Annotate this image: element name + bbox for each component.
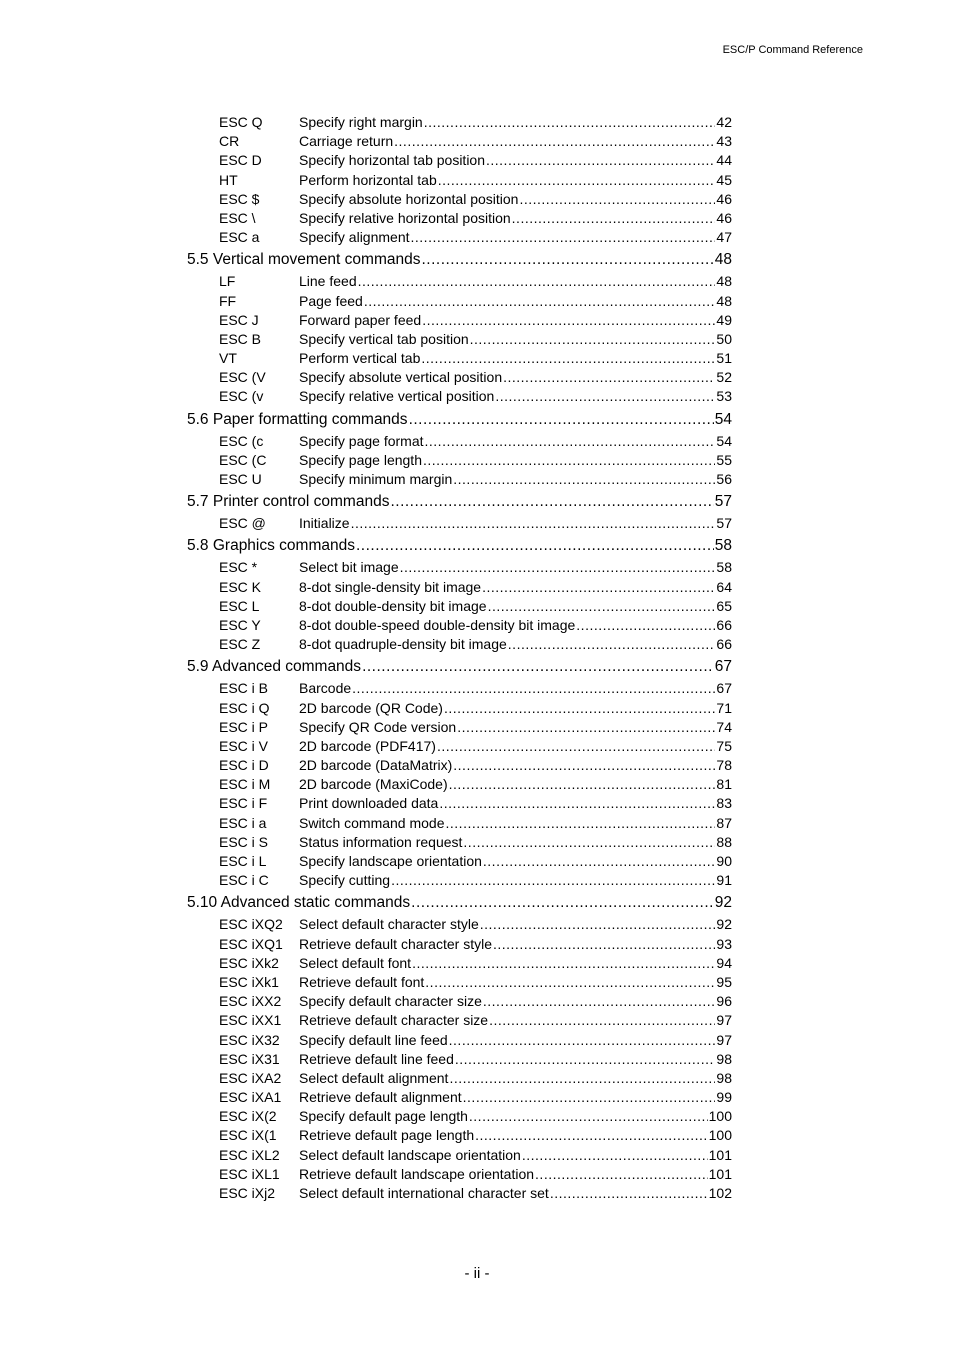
dot-leader	[508, 635, 716, 654]
entry-title: Specify right margin	[299, 114, 423, 130]
dot-leader	[482, 578, 715, 597]
entry-title: Page feed	[299, 292, 363, 309]
page-ref: 46	[716, 209, 732, 226]
toc-entry[interactable]	[187, 272, 732, 291]
entry-title: Select default international character set	[299, 1185, 549, 1201]
section-title: 5.6 Paper formatting commands	[187, 410, 408, 428]
dot-leader	[411, 228, 716, 247]
command-code: ESC iX(2	[219, 1108, 277, 1125]
toc-entry[interactable]	[187, 432, 732, 451]
dot-leader	[422, 311, 715, 330]
page-ref: 100	[708, 1127, 732, 1144]
toc-entry[interactable]	[187, 1088, 732, 1107]
toc-entry[interactable]	[187, 954, 732, 973]
dot-leader	[421, 349, 715, 368]
page-ref: 54	[716, 432, 732, 449]
toc-entry[interactable]	[187, 794, 732, 813]
page-ref: 47	[716, 229, 732, 246]
page-ref: 78	[716, 757, 732, 774]
page-ref: 93	[716, 935, 732, 952]
toc-section-heading[interactable]	[187, 408, 732, 432]
section-title: 5.10 Advanced static commands	[187, 894, 411, 912]
toc-entry[interactable]	[187, 190, 732, 209]
command-code: ESC iXj2	[219, 1185, 276, 1201]
toc-entry[interactable]	[187, 852, 732, 871]
entry-title: Specify QR Code version	[299, 718, 457, 735]
page-ref: 81	[716, 776, 732, 793]
toc-entry[interactable]	[187, 1031, 732, 1050]
dot-leader	[512, 209, 716, 228]
command-code: ESC i D	[219, 757, 269, 774]
entry-title: Specify landscape orientation	[299, 853, 482, 869]
toc-entry[interactable]	[187, 597, 732, 616]
page-ref: 102	[708, 1185, 732, 1201]
toc-entry[interactable]	[187, 330, 732, 349]
dot-leader	[438, 171, 716, 190]
entry-title: Specify vertical tab position	[299, 330, 469, 347]
toc-entry[interactable]	[187, 113, 732, 132]
dot-leader	[535, 1165, 708, 1184]
page-ref: 74	[716, 718, 732, 735]
command-code: VT	[219, 350, 237, 367]
toc-section-heading[interactable]	[187, 248, 732, 272]
dot-leader	[449, 775, 716, 794]
dot-leader	[495, 387, 715, 406]
dot-leader	[356, 534, 714, 558]
command-code: ESC *	[219, 559, 258, 576]
dot-leader	[486, 151, 715, 170]
entry-title: Specify page format	[299, 432, 424, 449]
page-ref: 97	[716, 1031, 732, 1048]
command-code: ESC i C	[219, 872, 269, 889]
toc-entry[interactable]	[187, 132, 732, 151]
command-code: ESC Z	[219, 636, 261, 653]
entry-title: Specify cutting	[299, 872, 391, 889]
toc-entry[interactable]	[187, 209, 732, 228]
entry-title: Perform vertical tab	[299, 350, 421, 367]
command-code: ESC Y	[219, 616, 261, 633]
command-code: ESC (v	[219, 388, 264, 405]
toc-entry[interactable]	[187, 1146, 732, 1165]
page-ref: 99	[716, 1089, 732, 1106]
entry-title: Retrieve default page length	[299, 1127, 475, 1144]
page-ref: 101	[708, 1165, 732, 1182]
entry-title: Retrieve default landscape orientation	[299, 1165, 535, 1182]
command-code: ESC i V	[219, 737, 269, 754]
dot-leader	[409, 408, 714, 432]
entry-title: Initialize	[299, 515, 350, 532]
toc-entry[interactable]	[187, 1184, 732, 1203]
dot-leader	[522, 1146, 708, 1165]
command-code: ESC (C	[219, 451, 267, 468]
entry-title: Select default alignment	[299, 1069, 449, 1086]
page-ref: 91	[716, 872, 732, 889]
entry-title: Forward paper feed	[299, 311, 422, 328]
command-code: ESC K	[219, 578, 262, 595]
entry-title: Specify alignment	[299, 229, 410, 246]
dot-leader	[439, 794, 715, 813]
dot-leader	[437, 737, 715, 756]
toc-section-heading[interactable]	[187, 534, 732, 558]
toc-entry[interactable]	[187, 349, 732, 368]
page-ref: 57	[714, 493, 732, 511]
entry-title: Specify default page length	[299, 1108, 468, 1125]
toc-entry[interactable]	[187, 387, 732, 406]
toc-entry[interactable]	[187, 368, 732, 387]
section-title: 5.5 Vertical movement commands	[187, 251, 421, 269]
command-code: ESC iXk1	[219, 973, 279, 990]
command-code: ESC iX32	[219, 1031, 280, 1048]
command-code: ESC (V	[219, 369, 266, 386]
dot-leader	[358, 272, 716, 291]
dot-leader	[411, 891, 714, 915]
entry-title: 8-dot double-speed double-density bit image	[299, 616, 576, 633]
command-code: ESC i L	[219, 853, 267, 869]
dot-leader	[444, 699, 715, 718]
dot-leader	[352, 679, 715, 698]
page-ref: 51	[716, 350, 732, 367]
entry-title: Retrieve default character style	[299, 935, 492, 952]
command-code: ESC i S	[219, 833, 269, 850]
entry-title: Specify relative vertical position	[299, 388, 495, 405]
dot-leader	[446, 814, 716, 833]
toc-entry[interactable]	[187, 470, 732, 489]
toc-entry[interactable]	[187, 814, 732, 833]
page-ref: 48	[716, 273, 732, 290]
page-ref: 66	[716, 636, 732, 653]
command-code: ESC iXX1	[219, 1012, 282, 1029]
page-ref: 67	[716, 680, 732, 697]
toc-entry[interactable]	[187, 775, 732, 794]
toc-entry[interactable]	[187, 635, 732, 654]
page-ref: 57	[716, 515, 732, 532]
page-ref: 90	[716, 853, 732, 869]
entry-title: Retrieve default line feed	[299, 1050, 454, 1067]
entry-title: Print downloaded data	[299, 795, 439, 812]
toc-entry[interactable]	[187, 1069, 732, 1088]
dot-leader	[550, 1184, 708, 1203]
dot-leader	[503, 368, 715, 387]
command-code: ESC (c	[219, 432, 264, 449]
page-ref: 100	[708, 1108, 732, 1125]
toc-entry[interactable]	[187, 992, 732, 1011]
command-code: ESC B	[219, 330, 262, 347]
entry-title: Status information request	[299, 833, 463, 850]
entry-title: Select bit image	[299, 559, 399, 576]
page-ref: 43	[716, 133, 732, 150]
command-code: ESC J	[219, 311, 259, 328]
entry-title: Specify absolute horizontal position	[299, 190, 519, 207]
entry-title: Specify absolute vertical position	[299, 369, 503, 386]
command-code: ESC \	[219, 209, 256, 226]
entry-title: Specify default line feed	[299, 1031, 448, 1048]
command-code: ESC L	[219, 597, 260, 614]
dot-leader	[488, 597, 716, 616]
entry-title: Barcode	[299, 680, 352, 697]
command-code: ESC iXL1	[219, 1165, 280, 1182]
dot-leader	[463, 1088, 716, 1107]
entry-title: Specify default character size	[299, 993, 482, 1010]
dot-leader	[453, 470, 715, 489]
toc-entry[interactable]	[187, 915, 732, 934]
dot-leader	[394, 132, 715, 151]
entry-title: 2D barcode (DataMatrix)	[299, 757, 453, 774]
dot-leader	[425, 432, 716, 451]
page-ref: 58	[714, 537, 732, 555]
toc-entry[interactable]	[187, 451, 732, 470]
entry-title: Specify relative horizontal position	[299, 209, 511, 226]
section-title: 5.9 Advanced commands	[187, 658, 362, 676]
command-code: ESC a	[219, 229, 260, 246]
command-code: ESC i B	[219, 680, 269, 697]
page-ref: 101	[708, 1146, 732, 1163]
entry-title: 8-dot double-density bit image	[299, 597, 487, 614]
dot-leader	[483, 852, 716, 871]
page-ref: 66	[716, 616, 732, 633]
command-code: LF	[219, 273, 236, 290]
page-ref: 96	[716, 993, 732, 1010]
dot-leader	[455, 1050, 716, 1069]
toc-entry[interactable]	[187, 616, 732, 635]
toc-entry[interactable]	[187, 737, 732, 756]
page-ref: 44	[716, 152, 732, 169]
command-code: ESC Q	[219, 114, 263, 130]
page-ref: 45	[716, 171, 732, 188]
page-ref: 48	[714, 251, 732, 269]
page-ref: 64	[716, 578, 732, 595]
table-of-contents	[187, 113, 732, 1203]
command-code: FF	[219, 292, 237, 309]
dot-leader	[391, 871, 715, 890]
entry-title: 8-dot quadruple-density bit image	[299, 636, 507, 653]
command-code: ESC iXQ1	[219, 935, 283, 952]
entry-title: Select default landscape orientation	[299, 1146, 521, 1163]
command-code: ESC iXQ2	[219, 916, 283, 933]
entry-title: Carriage return	[299, 133, 394, 150]
dot-leader	[449, 1069, 715, 1088]
page-ref: 58	[716, 559, 732, 576]
command-code: ESC iXA2	[219, 1069, 282, 1086]
entry-title: Perform horizontal tab	[299, 171, 437, 188]
toc-section-heading[interactable]	[187, 490, 732, 514]
entry-title: Retrieve default character size	[299, 1012, 489, 1029]
page-ref: 55	[716, 451, 732, 468]
section-title: 5.7 Printer control commands	[187, 493, 390, 511]
dot-leader	[470, 330, 716, 349]
toc-entry[interactable]	[187, 1126, 732, 1145]
page-ref: 98	[716, 1050, 732, 1067]
running-header: ESC/P Command Reference	[722, 44, 863, 56]
command-code: ESC iX(1	[219, 1127, 277, 1144]
dot-leader	[364, 292, 716, 311]
dot-leader	[493, 935, 715, 954]
command-code: CR	[219, 133, 240, 150]
toc-entry[interactable]	[187, 935, 732, 954]
dot-leader	[423, 451, 715, 470]
page-ref: 71	[716, 699, 732, 716]
dot-leader	[457, 718, 715, 737]
page-ref: 98	[716, 1069, 732, 1086]
section-title: 5.8 Graphics commands	[187, 537, 355, 555]
entry-title: 2D barcode (PDF417)	[299, 737, 436, 754]
toc-entry[interactable]	[187, 311, 732, 330]
dot-leader	[400, 558, 716, 577]
entry-title: Retrieve default font	[299, 973, 425, 990]
page-ref: 97	[716, 1012, 732, 1029]
dot-leader	[489, 1011, 715, 1030]
toc-entry[interactable]	[187, 973, 732, 992]
page-ref: 65	[716, 597, 732, 614]
toc-entry[interactable]	[187, 514, 732, 533]
entry-title: Select default font	[299, 954, 412, 971]
command-code: ESC i Q	[219, 699, 270, 716]
dot-leader	[390, 490, 713, 514]
toc-entry[interactable]	[187, 171, 732, 190]
page-ref: 92	[716, 916, 732, 933]
entry-title: Specify horizontal tab position	[299, 152, 485, 169]
entry-title: Select default character style	[299, 916, 479, 933]
toc-entry[interactable]	[187, 871, 732, 890]
page-ref: 83	[716, 795, 732, 812]
command-code: ESC iXX2	[219, 993, 282, 1010]
toc-entry[interactable]	[187, 718, 732, 737]
dot-leader	[425, 973, 715, 992]
page-ref: 87	[716, 814, 732, 831]
dot-leader	[475, 1126, 708, 1145]
page-ref: 95	[716, 973, 732, 990]
dot-leader	[449, 1031, 716, 1050]
toc-entry[interactable]	[187, 578, 732, 597]
toc-entry[interactable]	[187, 679, 732, 698]
dot-leader	[412, 954, 715, 973]
page-ref: 48	[716, 292, 732, 309]
entry-title: 8-dot single-density bit image	[299, 578, 482, 595]
page-ref: 52	[716, 369, 732, 386]
dot-leader	[469, 1107, 708, 1126]
command-code: ESC $	[219, 190, 260, 207]
toc-entry[interactable]	[187, 151, 732, 170]
dot-leader	[463, 833, 715, 852]
toc-entry[interactable]	[187, 833, 732, 852]
page-ref: 42	[716, 114, 732, 130]
toc-section-heading[interactable]	[187, 655, 732, 679]
command-code: ESC i P	[219, 718, 269, 735]
entry-title: Switch command mode	[299, 814, 445, 831]
page-number: - ii -	[464, 1265, 490, 1282]
toc-entry[interactable]	[187, 558, 732, 577]
command-code: ESC iXA1	[219, 1089, 282, 1106]
command-code: ESC iXL2	[219, 1146, 280, 1163]
toc-entry[interactable]	[187, 1011, 732, 1030]
dot-leader	[362, 655, 714, 679]
page-ref: 75	[716, 737, 732, 754]
toc-entry[interactable]	[187, 228, 732, 247]
entry-title: Specify page length	[299, 451, 422, 468]
toc-section-heading[interactable]	[187, 891, 732, 915]
command-code: ESC iXk2	[219, 954, 279, 971]
toc-entry[interactable]	[187, 756, 732, 775]
page-ref: 53	[716, 388, 732, 405]
entry-title: 2D barcode (MaxiCode)	[299, 776, 448, 793]
entry-title: Line feed	[299, 273, 357, 290]
toc-entry[interactable]	[187, 699, 732, 718]
command-code: ESC @	[219, 515, 266, 532]
dot-leader	[453, 756, 715, 775]
page-ref: 88	[716, 833, 732, 850]
dot-leader	[421, 248, 713, 272]
command-code: ESC i a	[219, 814, 267, 831]
page-ref: 49	[716, 311, 732, 328]
entry-title: Specify minimum margin	[299, 471, 453, 487]
toc-entry[interactable]	[187, 292, 732, 311]
toc-entry[interactable]	[187, 1107, 732, 1126]
dot-leader	[483, 992, 716, 1011]
page-ref: 56	[716, 471, 732, 487]
dot-leader	[480, 915, 716, 934]
page-ref: 94	[716, 954, 732, 971]
command-code: ESC D	[219, 152, 262, 169]
dot-leader	[424, 113, 716, 132]
dot-leader	[576, 616, 715, 635]
entry-title: 2D barcode (QR Code)	[299, 699, 443, 716]
command-code: HT	[219, 171, 238, 188]
page-ref: 67	[714, 658, 732, 676]
dot-leader	[519, 190, 715, 209]
page-ref: 92	[714, 894, 732, 912]
command-code: ESC iX31	[219, 1050, 280, 1067]
page-ref: 46	[716, 190, 732, 207]
entry-title: Retrieve default alignment	[299, 1089, 462, 1106]
toc-entry[interactable]	[187, 1165, 732, 1184]
page-ref: 50	[716, 330, 732, 347]
command-code: ESC i F	[219, 795, 268, 812]
page-ref: 54	[714, 410, 732, 428]
dot-leader	[351, 514, 716, 533]
command-code: ESC i M	[219, 776, 271, 793]
command-code: ESC U	[219, 471, 262, 487]
toc-entry[interactable]	[187, 1050, 732, 1069]
